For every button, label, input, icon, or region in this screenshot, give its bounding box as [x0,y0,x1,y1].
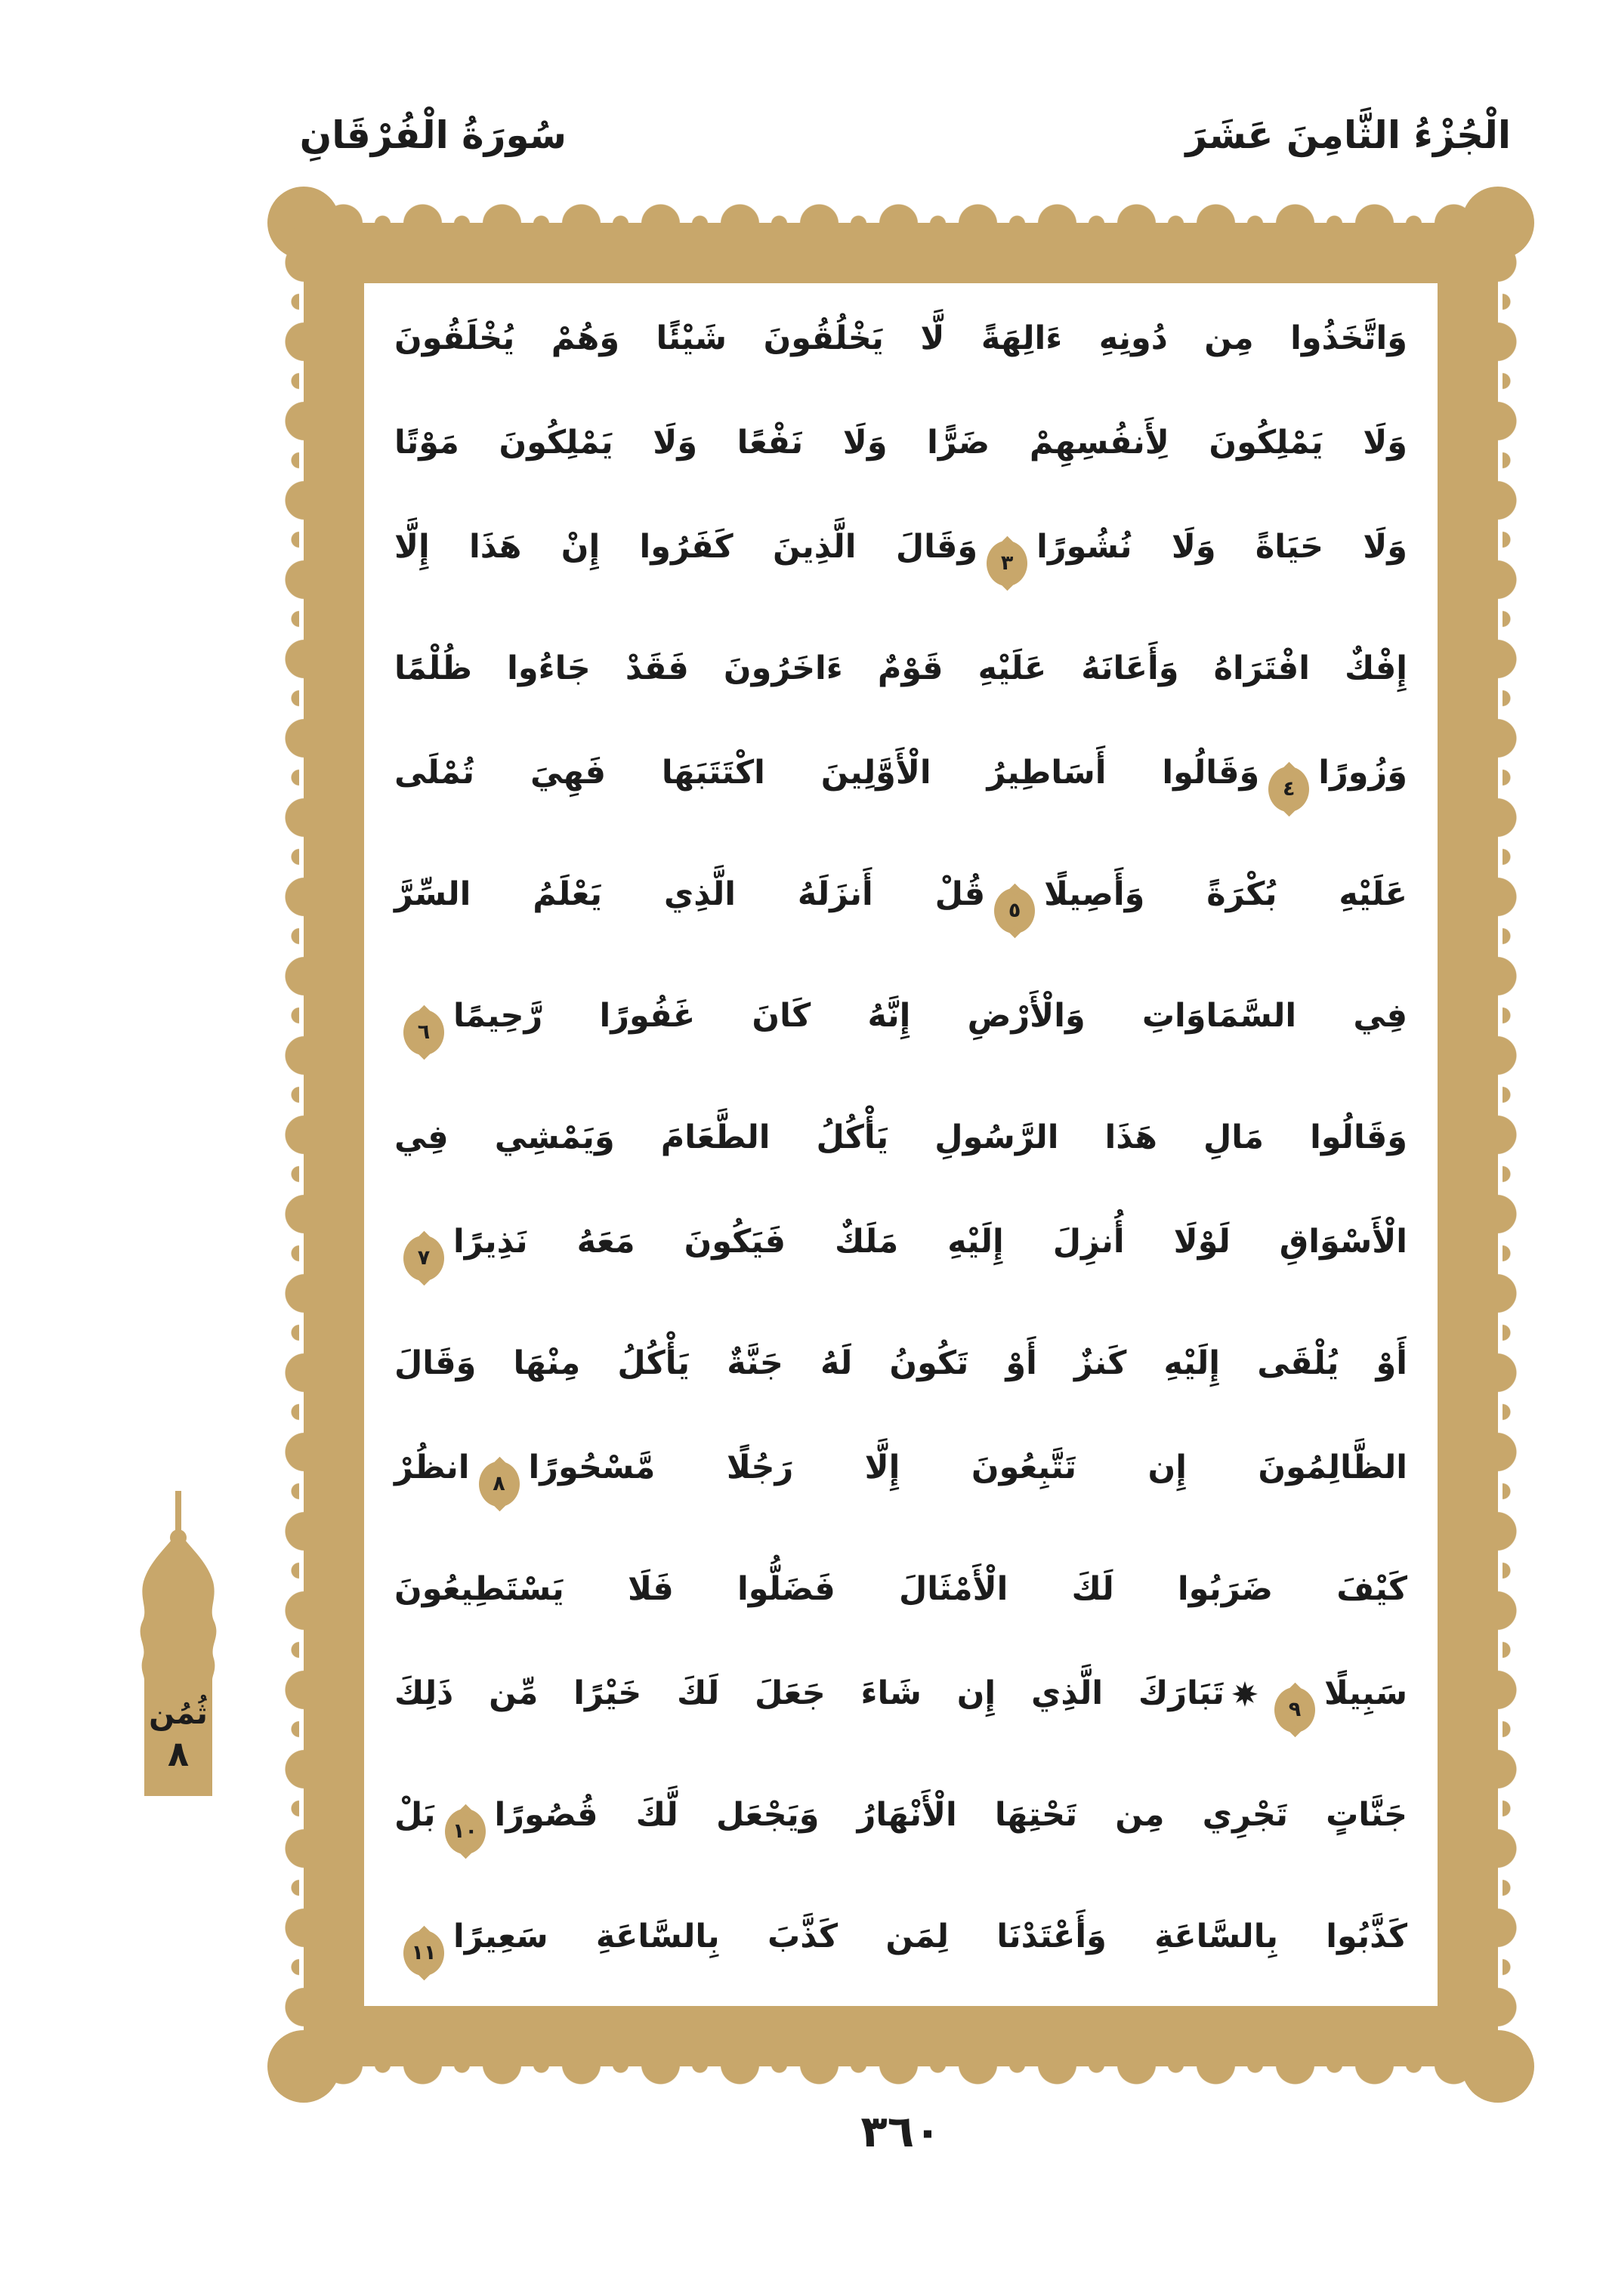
quran-text-segment: وَلَا حَيَاةً وَلَا نُشُورًا [1036,527,1407,566]
frame-scallop-right [1497,223,1518,2066]
aya-number: ٩ [1288,1697,1302,1721]
thumn-marker [100,1488,256,1799]
aya-marker [445,1809,486,1854]
aya-marker [403,1010,444,1055]
quran-text-segment: فِي السَّمَاوَاتِ وَالْأَرْضِ إِنَّهُ كَانَ غَفُورًا رَّحِيمًا [453,996,1407,1035]
frame-scallop-top [304,203,1498,224]
quran-line-9 [394,1221,1407,1281]
quran-text-segment: إِفْكٌ افْتَرَاهُ وَأَعَانَهُ عَلَيْهِ قَوْمٌ ءَاخَرُونَ فَقَدْ جَاءُوا ظُلْمًا [394,649,1407,687]
quran-text-segment: عَلَيْهِ بُكْرَةً وَأَصِيلًا [1044,875,1407,913]
aya-marker [994,888,1035,934]
quran-text-segment: جَنَّاتٍ تَجْرِي مِن تَحْتِهَا الْأَنْهَارُ وَيَجْعَل لَّكَ قُصُورًا [494,1795,1407,1834]
aya-number: ٥ [1008,898,1021,922]
quran-text-segment: قُلْ أَنزَلَهُ الَّذِي يَعْلَمُ السِّرَّ [394,875,986,913]
quran-line-4 [394,648,1407,690]
quran-line-11 [394,1447,1407,1507]
quran-text-segment: وَقَالَ الَّذِينَ كَفَرُوا إِنْ هَذَا إِلَّا [394,527,978,566]
quran-line-3 [394,526,1407,586]
aya-marker [403,1236,444,1281]
quran-line-1 [394,318,1407,360]
thumn-stem [175,1491,181,1533]
quran-line-15 [394,1916,1407,1976]
surah-header: سُورَةُ الْفُرْقَانِ [299,113,567,157]
aya-number: ٨ [493,1471,505,1495]
thumn-number: ٨ [167,1733,190,1774]
quran-line-5 [394,752,1407,812]
aya-marker [1268,767,1309,812]
quran-text-segment: بَلْ [394,1795,436,1834]
quran-line-2 [394,422,1407,464]
aya-number: ٧ [417,1245,431,1270]
quran-text-area [364,283,1438,2006]
quran-text-segment: وَاتَّخَذُوا مِن دُونِهِ ءَالِهَةً لَّا يَخْلُقُونَ شَيْئًا وَهُمْ يُخْلَقُونَ [394,319,1407,357]
quran-line-7 [394,995,1407,1055]
aya-number: ١١ [411,1941,437,1964]
thumn-label: ثُمُن [149,1696,208,1731]
aya-number: ١٠ [452,1819,478,1843]
quran-line-12 [394,1569,1407,1611]
frame-scallop-bottom [304,2065,1498,2085]
rub-el-hizb-icon [1232,1681,1258,1707]
page-number: ٣٦٠ [860,2106,941,2157]
aya-marker [403,1930,444,1976]
aya-number: ٣ [1000,551,1014,575]
quran-text-segment: تَبَارَكَ الَّذِي إِن شَاءَ جَعَلَ لَكَ خَيْرًا مِّن ذَلِكَ [394,1674,1225,1712]
quran-text-segment: وَلَا يَمْلِكُونَ لِأَنفُسِهِمْ ضَرًّا وَلَا نَفْعًا وَلَا يَمْلِكُونَ مَوْتًا [394,423,1407,461]
quran-text-segment: الْأَسْوَاقِ لَوْلَا أُنزِلَ إِلَيْهِ مَلَكٌ فَيَكُونَ مَعَهُ نَذِيرًا [453,1222,1407,1261]
quran-line-13 [394,1673,1407,1733]
quran-text-segment: الظَّالِمُونَ إِن تَتَّبِعُونَ إِلَّا رَجُلًا مَّسْحُورًا [528,1448,1407,1486]
quran-text-segment: أَوْ يُلْقَى إِلَيْهِ كَنزٌ أَوْ تَكُونُ لَهُ جَنَّةٌ يَأْكُلُ مِنْهَا وَقَالَ [394,1344,1407,1382]
quran-text-segment: وَزُورًا [1318,753,1407,792]
quran-line-14 [394,1795,1407,1854]
quran-text-segment: وَقَالُوا أَسَاطِيرُ الْأَوَّلِينَ اكْتَتَبَهَا فَهِيَ تُمْلَى [394,753,1260,792]
frame-scallop-left [284,223,304,2066]
quran-text-segment: كَذَّبُوا بِالسَّاعَةِ وَأَعْتَدْنَا لِمَن كَذَّبَ بِالسَّاعَةِ سَعِيرًا [453,1918,1407,1955]
quran-text-segment: انظُرْ [394,1448,470,1486]
quran-line-6 [394,874,1407,934]
aya-marker [1274,1687,1315,1733]
juz-header: الْجُزْءُ الثَّامِنَ عَشَرَ [1185,113,1511,157]
aya-number: ٦ [417,1020,431,1044]
aya-marker [479,1461,520,1507]
aya-marker [987,541,1027,586]
quran-text-segment: كَيْفَ ضَرَبُوا لَكَ الْأَمْثَالَ فَضَلُّوا فَلَا يَسْتَطِيعُونَ [394,1569,1407,1608]
quran-text-segment: وَقَالُوا مَالِ هَذَا الرَّسُولِ يَأْكُلُ الطَّعَامَ وَيَمْشِي فِي [394,1119,1407,1156]
quran-line-8 [394,1117,1407,1159]
aya-number: ٤ [1283,776,1296,801]
quran-text-segment: سَبِيلًا [1323,1674,1407,1712]
quran-line-10 [394,1343,1407,1385]
